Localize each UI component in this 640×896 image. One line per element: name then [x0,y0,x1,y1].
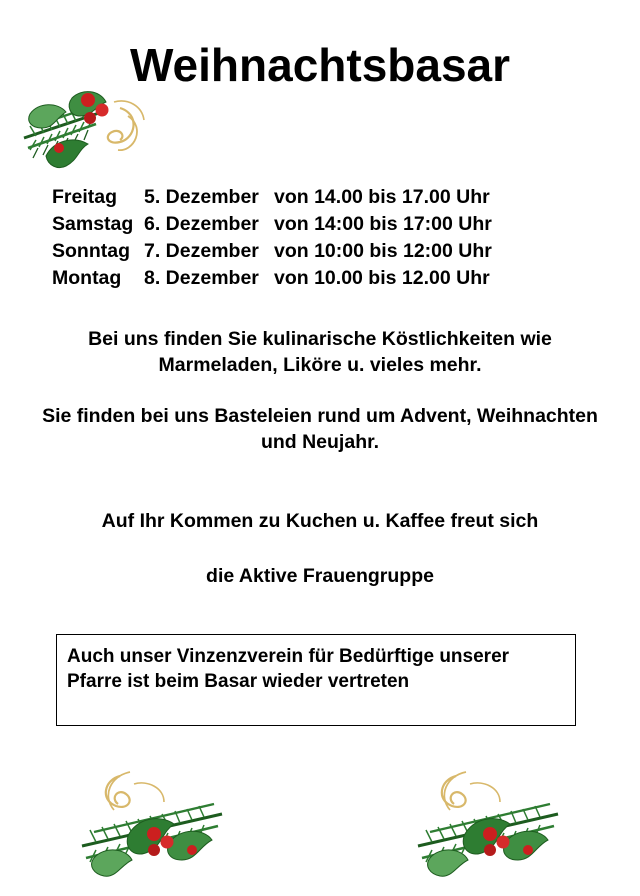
schedule-date: 8. Dezember [144,267,259,289]
schedule-row [52,267,598,294]
schedule-date: 6. Dezember [144,213,259,235]
page-bottom-edge [0,886,640,896]
schedule-row [52,186,598,213]
paragraph-kulinarisch: Bei uns finden Sie kulinarische Köstlichkeiten wie Marmeladen, Liköre u. vieles mehr. [88,328,552,376]
schedule-row [52,240,598,267]
paragraph-basteleien: Sie finden bei uns Basteleien rund um Advent, Weihnachten und Neujahr. [42,405,598,453]
holly-branch-bottom-left-icon [72,762,242,882]
schedule-day: Montag [52,267,122,289]
note-box: Auch unser Vinzenzverein für Bedürftige unserer Pfarre ist beim Basar wieder vertreten [56,634,576,726]
paragraph-kommen: Auf Ihr Kommen zu Kuchen u. Kaffee freut sich [101,510,539,532]
schedule-day: Sonntag [52,240,130,262]
holly-branch-top-left-icon [16,78,166,173]
schedule-time: von 10.00 bis 12.00 Uhr [274,267,490,289]
schedule-date: 5. Dezember [144,186,259,208]
schedule-row [52,213,598,240]
schedule-time: von 14:00 bis 17:00 Uhr [274,213,492,235]
schedule-time: von 10:00 bis 12:00 Uhr [274,240,492,262]
schedule-date: 7. Dezember [144,240,259,262]
paragraph-signatur: die Aktive Frauengruppe [206,565,434,587]
page-title: Weihnachtsbasar [129,39,511,91]
schedule-list [52,186,598,294]
schedule-day: Freitag [52,186,118,208]
schedule-day: Samstag [52,213,134,235]
holly-branch-bottom-right-icon [408,762,578,882]
schedule-time: von 14.00 bis 17.00 Uhr [274,186,490,208]
